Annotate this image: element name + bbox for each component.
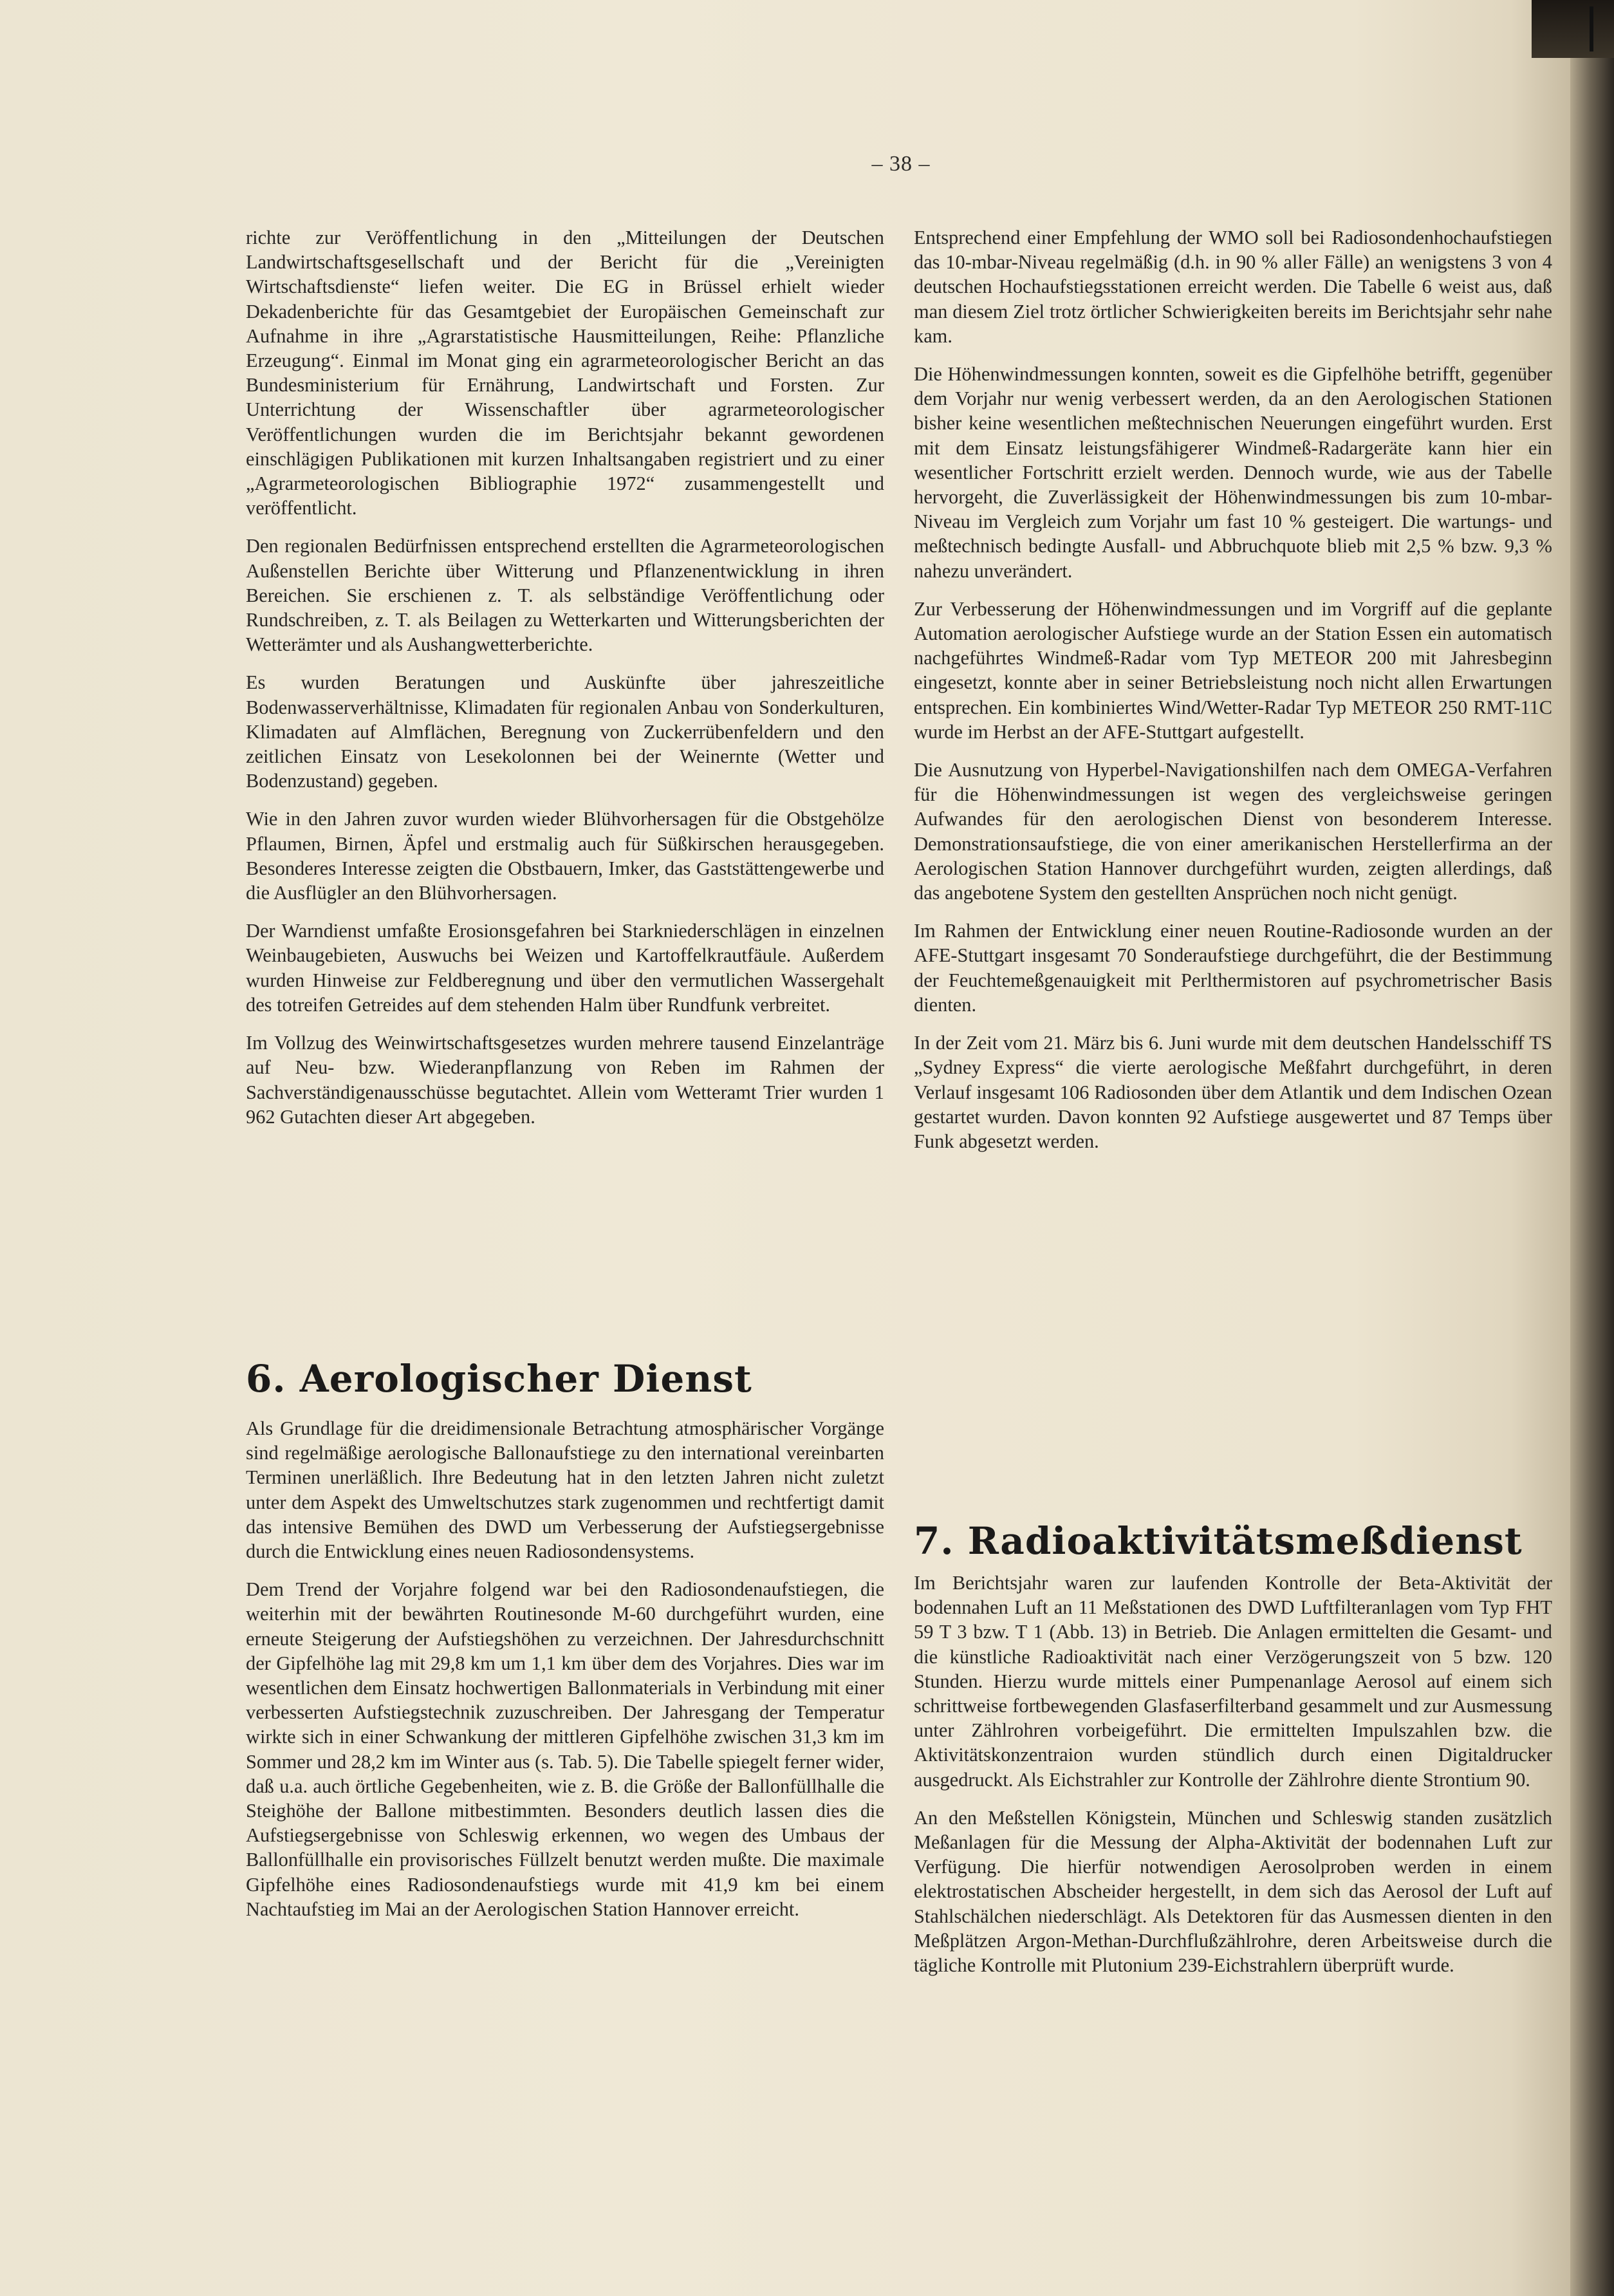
paragraph: Die Ausnutzung von Hyperbel-Navigationshilfen nach dem OMEGA-Verfahren für die Höhenwindmessungen ist wegen des vergleichsweise geringen Aufwandes für den aerologischen Dienst von besonderem Interesse. Demonstrationsaufstiege, die von einer amerikanischen Herstellerfirma an der Aerologischen Station Hannover durchgeführt wurden, zeigten allerdings, daß das angebotene System den gestellten Ansprüchen noch nicht genügt.	[914, 759, 1552, 904]
section-7-body	[914, 1571, 1552, 1991]
paragraph: Entsprechend einer Empfehlung der WMO soll bei Radiosondenhochaufstiegen das 10-mbar-Niveau regelmäßig (d.h. in 90 % aller Fälle) an wenigstens 3 von 4 deutschen Hochaufstiegsstationen erreicht werden. Die Tabelle 6 weist aus, daß man diesem Ziel trotz örtlicher Schwierigkeiten bereits im Berichtsjahr sehr nahe kam.	[914, 227, 1552, 347]
paragraph: An den Meßstellen Königstein, München und Schleswig standen zusätzlich Meßanlagen für die Messung der Alpha-Aktivität der bodennahen Luft zur Verfügung. Die hierfür notwendigen Aerosolproben werden in einem elektrostatischen Abscheider hergestellt, in dem sich das Aerosol der Luft auf Stahlschälchen niederschlägt. Als Detektoren für das Ausmessen dienten in den Meßplätzen Argon-Methan-Durchflußzählrohre, deren Arbeitsweise durch die tägliche Kontrolle mit Plutonium 239-Eichstrahlern überprüft wurde.	[914, 1806, 1552, 1977]
left-column	[246, 225, 884, 1143]
paragraph: Im Berichtsjahr waren zur laufenden Kontrolle der Beta-Aktivität der bodennahen Luft an 11 Meßstationen des DWD Luftfilteranlagen vom Typ FHT 59 T 3 bzw. T 1 (Abb. 13) in Betrieb. Die Anlagen ermittelten die Gesamt- und die künstliche Radioaktivität nach einer Verzögerungszeit von 5 bzw. 120 Stunden. Hierzu wurde mittels einer Pumpenanlage Aerosol auf einem sich schrittweise fortbewegenden Glasfaserfilterband gesammelt und zur Ausmessung unter Zählrohren vorbeigeführt. Die ermittelten Impulszahlen bzw. die Aktivitätskonzentraion wurden stündlich durch einen Digitaldrucker ausgedruckt. Als Eichstrahler zur Kontrolle der Zählrohre diente Strontium 90.	[914, 1572, 1552, 1791]
paragraph: richte zur Veröffentlichung in den „Mitteilungen der Deutschen Landwirtschaftsgesellschaft und der Bericht für die „Vereinigten Wirtschaftsdienste“ liefen weiter. Die EG in Brüssel erhielt wieder Dekadenberichte für das Gesamtgebiet der Europäischen Gemeinschaft zur Aufnahme in ihre „Agrarstatistische Hausmitteilungen, Reihe: Pflanzliche Erzeugung“. Einmal im Monat ging ein agrarmeteorologischer Bericht an das Bundesministerium für Ernährung, Landwirtschaft und Forsten. Zur Unterrichtung der Wissenschaftler über agrarmeteorologischer Veröffentlichungen wurden die im Berichtsjahr bekannt gewordenen einschlägigen Publikationen mit kurzen Inhaltsangaben registriert und zu einer „Agrarmeteorologischen Bibliographie 1972“ zusammengestellt und veröffentlicht.	[246, 227, 884, 519]
section-heading-aerologischer-dienst: 6. Aerologischer Dienst	[246, 1357, 752, 1401]
paragraph: Im Rahmen der Entwicklung einer neuen Routine-Radiosonde wurden an der AFE-Stuttgart insgesamt 70 Sonderaufstiege durchgeführt, die der Bestimmung der Feuchtemeßgenauigkeit mit Perlthermistoren auf psychrometrischer Basis dienten.	[914, 920, 1552, 1016]
page-number: – 38 –	[871, 152, 931, 176]
paragraph: Zur Verbesserung der Höhenwindmessungen und im Vorgriff auf die geplante Automation aerologischer Aufstiege wurde an der Station Essen ein automatisch nachgeführtes Windmeß-Radar vom Typ METEOR 200 mit Jahresbeginn eingesetzt, konnte aber in seiner Betriebsleistung noch nicht allen Erwartungen entsprechen. Ein kombiniertes Wind/Wetter-Radar Typ METEOR 250 RMT-11C wurde im Herbst an der AFE-Stuttgart aufgestellt.	[914, 597, 1552, 743]
paragraph: Der Warndienst umfaßte Erosionsgefahren bei Starkniederschlägen in einzelnen Weinbaugebieten, Auswuchs bei Weizen und Kartoffelkrautfäule. Außerdem wurden Hinweise zur Feldberegnung und über den vermutlichen Wassergehalt des totreifen Getreides auf dem stehenden Halm über Rundfunk verbreitet.	[246, 920, 884, 1016]
section-6-body	[246, 1416, 884, 1935]
scan-background	[1532, 0, 1614, 58]
paragraph: Den regionalen Bedürfnissen entsprechend erstellten die Agrarmeteorologischen Außenstellen Berichte über Witterung und Pflanzenentwicklung in ihren Bereichen. Sie erschienen z. T. als selbständige Veröffentlichung oder Rundschreiben, z. T. als Beilagen zu Wetterkarten und Witterungsberichten der Wetterämter und als Aushangwetterberichte.	[246, 535, 884, 656]
scan-marker	[1590, 6, 1593, 51]
page-binding-edge	[1570, 39, 1614, 2296]
section-heading-radioaktivitaetsmessdienst: 7. Radioaktivitätsmeßdienst	[914, 1519, 1523, 1563]
paragraph: In der Zeit vom 21. März bis 6. Juni wurde mit dem deutschen Handelsschiff TS „Sydney Express“ die vierte aerologische Meßfahrt durchgeführt, in deren Verlauf insgesamt 106 Radiosonden über dem Atlantik und dem Indischen Ozean gestartet wurden. Davon konnten 92 Aufstiege ausgewertet und 87 Temps über Funk abgesetzt werden.	[914, 1032, 1552, 1152]
paragraph: Wie in den Jahren zuvor wurden wieder Blühvorhersagen für die Obstgehölze Pflaumen, Birnen, Äpfel und erstmalig auch für Süßkirschen herausgegeben. Besonderes Interesse zeigten die Obstbauern, Imker, das Gaststättengewerbe und die Ausflügler an den Blühvorhersagen.	[246, 808, 884, 904]
paragraph: Die Höhenwindmessungen konnten, soweit es die Gipfelhöhe betrifft, gegenüber dem Vorjahr nur wenig verbessert werden, da an den Aerologischen Stationen bisher keine wesentlichen meßtechnischen Neuerungen eingeführt wurden. Erst mit dem Einsatz leistungsfähigerer Windmeß-Radargeräte kann hier ein wesentlicher Fortschritt erzielt werden. Dennoch wurde, wie aus der Tabelle hervorgeht, die Zuverlässigkeit der Höhenwindmessungen bis zum 10-mbar-Niveau im Vergleich zum Vorjahr um fast 10 % gesteigert. Die wartungs- und meßtechnisch bedingte Ausfall- und Abbruchquote blieb mit 2,5 % bzw. 9,3 % nahezu unverändert.	[914, 363, 1552, 582]
paragraph: Es wurden Beratungen und Auskünfte über jahreszeitliche Bodenwasserverhältnisse, Klimadaten für regionalen Anbau von Sonderkulturen, Klimadaten auf Almflächen, Beregnung von Zuckerrübenfeldern und den zeitlichen Einsatz von Lesekolonnen bei der Weinernte (Wetter und Bodenzustand) gegeben.	[246, 671, 884, 792]
paragraph: Dem Trend der Vorjahre folgend war bei den Radiosondenaufstiegen, die weiterhin mit der bewährten Routinesonde M-60 durchgeführt wurden, eine erneute Steigerung der Aufstiegshöhen zu verzeichnen. Der Jahresdurchschnitt der Gipfelhöhe lag mit 29,8 km um 1,1 km über dem des Vorjahres. Dies war im wesentlichen dem Einsatz hochwertigen Ballonmaterials in Verbindung mit einer verbesserten Aufstiegstechnik zuzuschreiben. Der Jahresgang der Temperatur wirkte sich in einer Schwankung der mittleren Gipfelhöhe zwischen 31,3 km im Sommer und 28,2 km im Winter aus (s. Tab. 5). Die Tabelle spiegelt ferner wider, daß u.a. auch örtliche Gegebenheiten, wie z. B. die Größe der Ballonfüllhalle die Steighöhe der Ballone mitbestimmten. Besonders deutlich lassen dies die Aufstiegsergebnisse von Schleswig erkennen, wo wegen des Umbaus der Ballonfüllhalle ein provisorisches Füllzelt benutzt werden mußte. Die maximale Gipfelhöhe eines Radiosondenaufstiegs wurde mit 41,9 km bei einem Nachtaufstieg im Mai an der Aerologischen Station Hannover erreicht.	[246, 1578, 884, 1920]
paragraph: Im Vollzug des Weinwirtschaftsgesetzes wurden mehrere tausend Einzelanträge auf Neu- bzw. Wiederanpflanzung von Reben im Rahmen der Sachverständigenausschüsse begutachtet. Allein vom Wetteramt Trier wurden 1 962 Gutachten dieser Art abgegeben.	[246, 1032, 884, 1128]
right-column	[914, 225, 1552, 1167]
paragraph: Als Grundlage für die dreidimensionale Betrachtung atmosphärischer Vorgänge sind regelmäßige aerologische Ballonaufstiege zu den international vereinbarten Terminen unerläßlich. Ihre Bedeutung hat in den letzten Jahren nicht zuletzt unter dem Aspekt des Umweltschutzes stark zugenommen und rechtfertigt damit das intensive Bemühen des DWD um Verbesserung der Aufstiegsergebnisse durch die Entwicklung eines neuen Radiosondensystems.	[246, 1417, 884, 1563]
